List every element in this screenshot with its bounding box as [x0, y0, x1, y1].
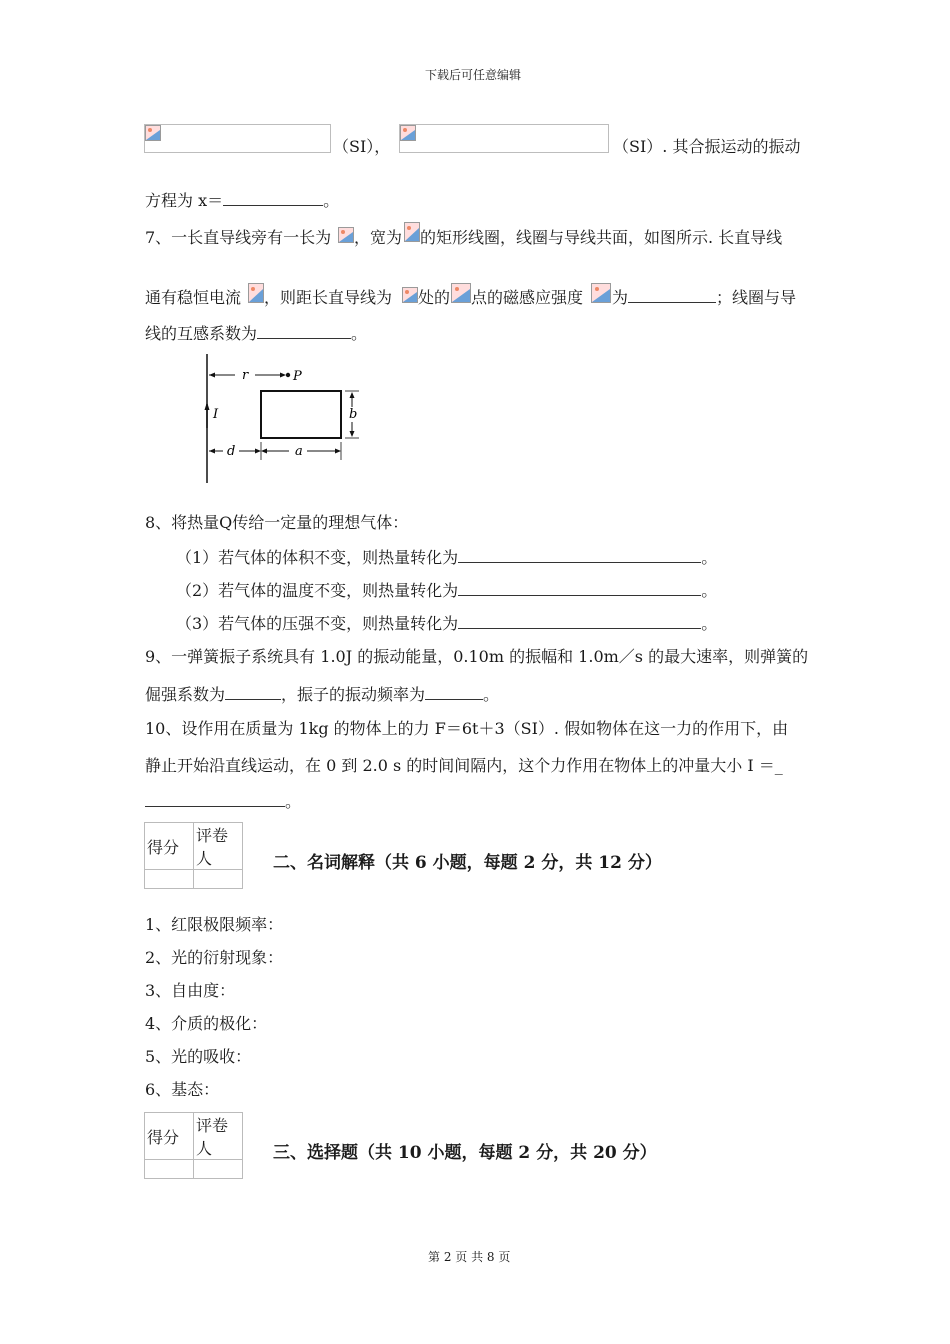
figure-label-a: a — [295, 444, 303, 459]
q10-end: 。 — [285, 792, 302, 811]
q6-line-2 — [145, 191, 339, 211]
q10-impulse-blank[interactable] — [145, 792, 285, 807]
q7-text-j: 线的互感系数为 — [145, 324, 258, 343]
section-3-title: 三、选择题（共 10 小题，每题 2 分，共 20 分） — [273, 1143, 657, 1163]
figure-label-i: I — [213, 407, 219, 422]
q7-text-e: ，则距长直导线为 — [264, 288, 393, 307]
q8-end: 。 — [701, 548, 718, 567]
q10-line-1: 10、设作用在质量为 1kg 的物体上的力 F＝6t＋3（SI）. 假如物体在这一力的作用下，由 — [145, 719, 789, 738]
q6-answer-blank[interactable] — [223, 191, 323, 206]
q9-line-2 — [145, 685, 499, 705]
term-item: 2、光的衍射现象： — [145, 948, 284, 967]
q9-text-b: ，振子的振动频率为 — [281, 685, 426, 704]
figure-label-b: b — [349, 407, 358, 422]
q7-text-h: 为 — [612, 288, 629, 307]
q9-line-1: 9、一弹簧振子系统具有 1.0J 的振动能量，0.10m 的振幅和 1.0m／s 的最大速率，则弹簧的 — [145, 647, 809, 666]
q7-end: 。 — [351, 324, 368, 343]
broken-image-icon — [145, 125, 161, 141]
score-header: 得分 — [145, 1113, 194, 1160]
formula-icon-field — [591, 283, 611, 303]
q8-item-text: （1）若气体的体积不变，则热量转化为 — [176, 548, 459, 567]
figure-label-r: r — [242, 368, 249, 383]
q8-item-1 — [176, 548, 717, 568]
q7-text-a: 7、一长直导线旁有一长为 — [145, 228, 332, 247]
q8-item-text: （3）若气体的压强不变，则热量转化为 — [176, 614, 459, 633]
q8-end: 。 — [701, 581, 718, 600]
score-cell[interactable] — [145, 870, 194, 889]
q7-text-f: 处的 — [418, 288, 451, 307]
section-2-title: 二、名词解释（共 6 小题，每题 2 分，共 12 分） — [273, 853, 662, 873]
score-header: 得分 — [145, 823, 194, 870]
score-table-section-2 — [144, 822, 243, 889]
q7-line-2-end — [612, 288, 796, 308]
q8-item-text: （2）若气体的温度不变，则热量转化为 — [176, 581, 459, 600]
q9-end: 。 — [483, 685, 500, 704]
page-footer-number: 第 2 页 共 8 页 — [428, 1250, 511, 1264]
formula-icon-point — [451, 283, 471, 303]
q8-blank-2[interactable] — [458, 581, 701, 596]
term-item: 6、基态： — [145, 1080, 220, 1099]
q7-line-1 — [145, 228, 331, 248]
q7-text-c: 的矩形线圈，线圈与导线共面，如图所示. 长直导线 — [420, 228, 783, 247]
term-item: 4、介质的极化： — [145, 1014, 268, 1033]
q7-text-b: ，宽为 — [354, 228, 403, 247]
reviewer-cell[interactable] — [194, 870, 243, 889]
term-item: 1、红限极限频率： — [145, 915, 284, 934]
q7-line-3 — [145, 324, 367, 344]
reviewer-cell[interactable] — [194, 1160, 243, 1179]
q7-text-g: 点的磁感应强度 — [471, 288, 584, 307]
q8-end: 。 — [701, 614, 718, 633]
q6-si-1: （SI）， — [333, 137, 391, 156]
term-item: 3、自由度： — [145, 981, 236, 1000]
q8-blank-3[interactable] — [458, 614, 701, 629]
q7-field-blank[interactable] — [628, 288, 716, 303]
formula-image-x1 — [144, 124, 331, 153]
figure-label-p: P — [293, 369, 302, 384]
wire-loop-figure — [195, 350, 370, 485]
q7-text-d: 通有稳恒电流 — [145, 288, 242, 307]
score-table-section-3 — [144, 1112, 243, 1179]
q6-si-2: （SI）. 其合振运动的振动 — [613, 137, 801, 156]
formula-image-x2 — [399, 124, 609, 153]
score-cell[interactable] — [145, 1160, 194, 1179]
term-item: 5、光的吸收： — [145, 1047, 252, 1066]
q8-item-2 — [176, 581, 717, 601]
q6-equation-label: 方程为 x＝ — [145, 191, 224, 210]
q8-blank-1[interactable] — [458, 548, 701, 563]
q10-line-3 — [145, 792, 301, 812]
q10-line-2: 静止开始沿直线运动，在 0 到 2.0 s 的时间间隔内，这个力作用在物体上的冲量大小 I ＝_ — [145, 756, 783, 775]
page-header-note: 下载后可任意编辑 — [425, 68, 522, 82]
broken-image-icon — [400, 125, 416, 141]
q9-text-a: 倔强系数为 — [145, 685, 226, 704]
q6-end: 。 — [323, 191, 340, 210]
formula-icon-length — [338, 227, 354, 243]
formula-icon-current — [248, 283, 264, 303]
q8-item-3 — [176, 614, 717, 634]
q8-stem: 8、将热量Q传给一定量的理想气体： — [145, 513, 409, 532]
reviewer-header: 评卷人 — [194, 823, 243, 870]
q7-text-i: ；线圈与导 — [716, 288, 797, 307]
q7-mutual-blank[interactable] — [257, 324, 351, 339]
q9-freq-blank[interactable] — [425, 685, 483, 700]
figure-label-d: d — [227, 444, 236, 459]
formula-icon-width — [404, 222, 420, 242]
formula-icon-r — [402, 287, 418, 303]
reviewer-header: 评卷人 — [194, 1113, 243, 1160]
q9-k-blank[interactable] — [225, 685, 281, 700]
